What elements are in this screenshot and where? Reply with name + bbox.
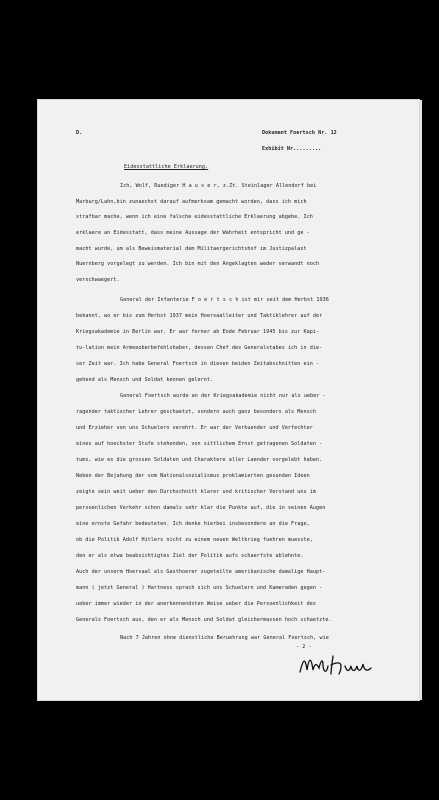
body-line: ueber immer wieder in der anerkennendsten Weise ueber die Persoenlichkeit des <box>76 601 316 607</box>
body-line: Neben der Bejahung der vom Nationalsozialismus proklamierten gesunden Ideen <box>76 473 310 479</box>
body-line: und Erzieher von uns Schuelern verehrt. Er war der Verkuender und Verfechter <box>76 425 313 431</box>
document-title: Eidesstattliche Erklaerung. <box>124 164 209 170</box>
body-line: Nach 7 Jahren ohne dienstliche Beruehrung war General Foertsch, wie <box>120 635 329 641</box>
body-line: ser Zeit war. Ich habe General Foertsch in diesen beiden Zeitabschnitten ein - <box>76 361 320 367</box>
body-line: macht wurde, um als Beweismaterial dem Militaergerichtshof im Justizpalast <box>76 246 307 252</box>
body-line: General Foertsch wurde an der Kriegsakademie nicht nur als ueber - <box>120 393 326 399</box>
body-line: mann ( jetzt General ) Hartness sprach sich uns Schuelern und Kameraden gegen - <box>76 585 323 591</box>
body-line: bekannt, wo er bis zum Herbst 1937 mein Hoersaalleiter und Taktiklehrer auf der <box>76 313 323 319</box>
signature-image <box>297 652 377 678</box>
body-line: Marburg/Lahn,bin zunaechst darauf aufmerksam gemacht worden, dass ich mich <box>76 199 307 205</box>
body-line: zeigte sein weit ueber den Durchschnitt klarer und kritischer Verstand uns im <box>76 489 316 495</box>
body-line: verschwaegert. <box>76 277 120 283</box>
body-line: Nuernberg vorgelegt zu werden. Ich bin mit den Angeklagten weder verwandt noch <box>76 261 320 267</box>
body-line: General der Infanterie F o e r t s c h ist mir seit dem Herbst 1936 <box>120 297 329 303</box>
body-line: tums, wie es die grossen Soldaten und Charaktere aller Laender vorgelebt haben. <box>76 457 323 463</box>
body-line: ragender taktischer Lehrer geschaetzt, sondern auch ganz besonders als Mensch <box>76 409 316 415</box>
body-line: eines auf hoechster Stufe stehenden, von sittlichem Ernst getragenen Soldaten - <box>76 441 323 447</box>
body-line: eine ernste Gefahr bedeuteten. Ich denke hierbei insbesondere an die Frage, <box>76 521 310 527</box>
body-line: Generals Foertsch aus, den er als Mensch und Soldat gleichermassen hoch schaetzte. <box>76 617 332 623</box>
body-line: tu-lation mein Armeeoberbefehlshaber, dessen Chef des Generalstabes ich in die- <box>76 345 323 351</box>
body-line: erklaere an Eidesstatt, dass meine Aussage der Wahrheit entspricht und ge - <box>76 230 310 236</box>
header-left: D. <box>76 130 83 136</box>
body-line: Ich, Wolf, Ruediger H a u s e r, z.Zt. Steinlager Allendorf bei <box>120 183 317 189</box>
page-number: - 2 - <box>296 644 312 650</box>
header-right: Dokument Foertsch Nr. 12 <box>262 130 337 136</box>
body-line: gehend als Mensch und Soldat kennen gelernt. <box>76 377 214 383</box>
body-line: den er als etwa beabsichtigtes Ziel der Politik aufs schaerfste ablehnte. <box>76 553 304 559</box>
body-line: persoenlichen Verkehr schon damals sehr klar die Punkte auf, die in seinen Augen <box>76 505 326 511</box>
body-line: Auch der unserm Hoersaal als Gasthoerer zugeteilte amerikanische damalige Haupt- <box>76 569 326 575</box>
body-line: strafbar mache, wenn ich eine falsche eidesstattliche Erklaerung abgebe. Ich <box>76 214 313 220</box>
body-line: Kriegsakademie in Berlin war. Er war ferner ab Ende Februar 1945 bis zur Kapi- <box>76 329 320 335</box>
exhibit-number: Exhibit Nr......... <box>262 146 322 152</box>
body-line: ob die Politik Adolf Hitlers nicht zu einem neuen Weltkrieg fuehren muesste, <box>76 537 313 543</box>
document-page <box>38 100 419 700</box>
